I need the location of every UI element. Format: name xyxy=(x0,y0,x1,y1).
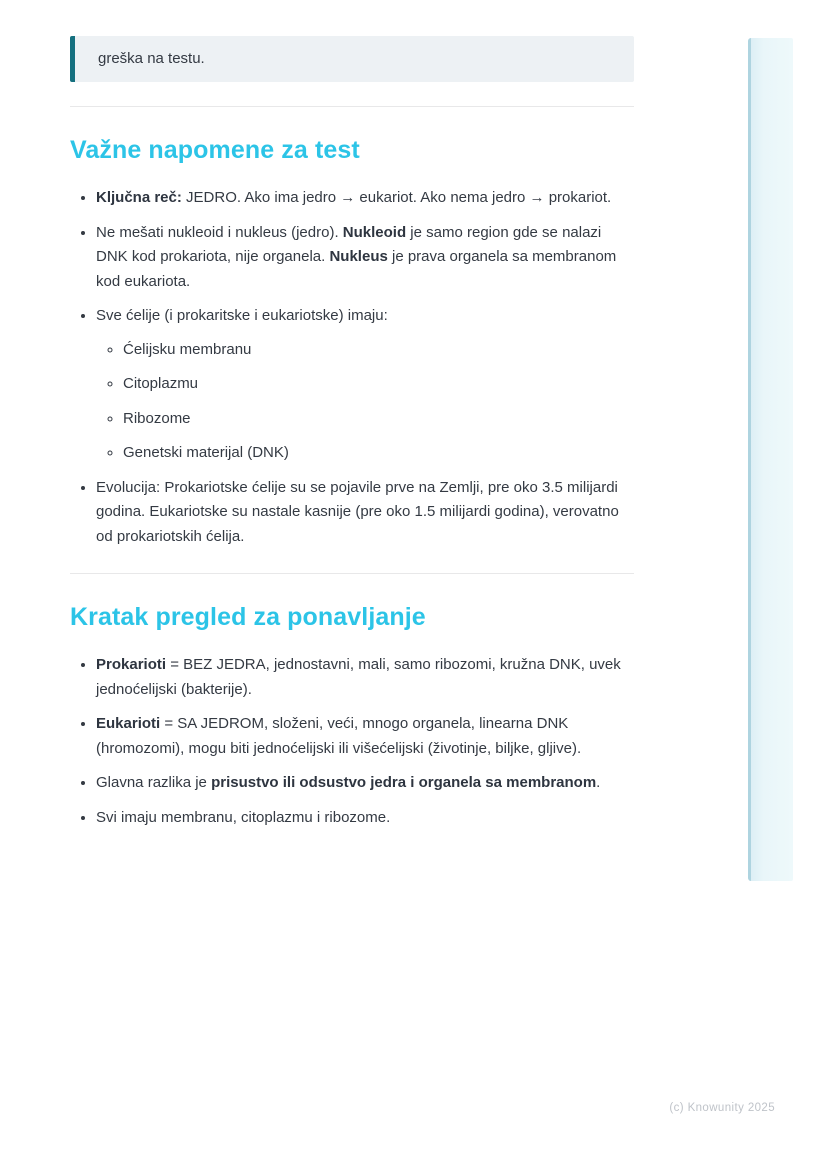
list-item xyxy=(96,186,634,211)
divider xyxy=(70,573,634,574)
sub-list xyxy=(96,338,634,466)
text: JEDRO. Ako ima jedro → eukariot. Ako nema jedro → prokariot. xyxy=(181,189,612,206)
bold-text: Nukleus xyxy=(329,248,388,265)
bold-text: prisustvo ili odsustvo jedra i organela sa membranom xyxy=(211,774,597,791)
text: je prava organela sa membranom kod eukariota. xyxy=(96,248,617,290)
list-item xyxy=(96,712,634,761)
text: je samo region gde se nalazi DNK kod prokariota, nije organela. xyxy=(96,223,602,265)
text: = BEZ JEDRA, jednostavni, mali, samo ribozomi, kružna DNK, uvek jednoćelijski (bakterije). xyxy=(96,656,621,698)
text: Ne mešati nukleoid i nukleus (jedro). xyxy=(96,223,343,241)
text: = SA JEDROM, složeni, veći, mnogo organela, linearna DNK (hromozomi), mogu biti jednoćelijski ili višećelijski (životinje, biljke, gljive). xyxy=(96,715,582,757)
divider xyxy=(70,106,634,107)
text: Evolucija: Prokariotske ćelije su se pojavile prve na Zemlji, pre oko 3.5 milijardi godina. Eukariotske su nastale kasnije (pre oko 1.5 milijardi godina), verovatno od prokariotskih ćelija. xyxy=(96,478,619,545)
text: Svi imaju membranu, citoplazmu i ribozome. xyxy=(96,808,391,826)
bullet-list-pregled xyxy=(70,653,634,830)
footer-credit: (c) Knowunity 2025 xyxy=(669,1102,775,1114)
section-title-kratak-pregled: Kratak pregled za ponavljanje xyxy=(70,603,426,631)
bullet-list-napomene xyxy=(70,186,634,549)
sub-list-item: ◦ Citoplazmu xyxy=(123,372,634,397)
page-content xyxy=(70,36,634,840)
section-title-vazne-napomene: Važne napomene za test xyxy=(70,136,360,164)
text: Glavna razlika je xyxy=(96,774,212,791)
text: . xyxy=(596,774,601,791)
callout-text: greška na testu. xyxy=(98,50,205,67)
list-item xyxy=(96,806,634,831)
bold-text: Eukarioti xyxy=(96,715,161,732)
text: Sve ćelije (i prokaritske i eukariotske) imaju: xyxy=(96,307,388,324)
list-item xyxy=(96,221,634,295)
sub-list-item: ◦ Genetski materijal (DNK) xyxy=(123,441,634,466)
bold-text: Ključna reč: xyxy=(96,189,182,206)
list-item xyxy=(96,653,634,702)
callout-quote xyxy=(70,36,634,82)
bold-text: Prokarioti xyxy=(96,656,167,673)
list-item xyxy=(96,476,634,550)
next-page-edge[interactable] xyxy=(748,38,793,881)
list-item xyxy=(96,771,634,796)
sub-list-item: ◦ Ćelijsku membranu xyxy=(123,338,634,363)
bold-text: Nukleoid xyxy=(342,223,407,241)
sub-list-item: ◦ Ribozome xyxy=(123,407,634,432)
list-item xyxy=(96,304,634,466)
